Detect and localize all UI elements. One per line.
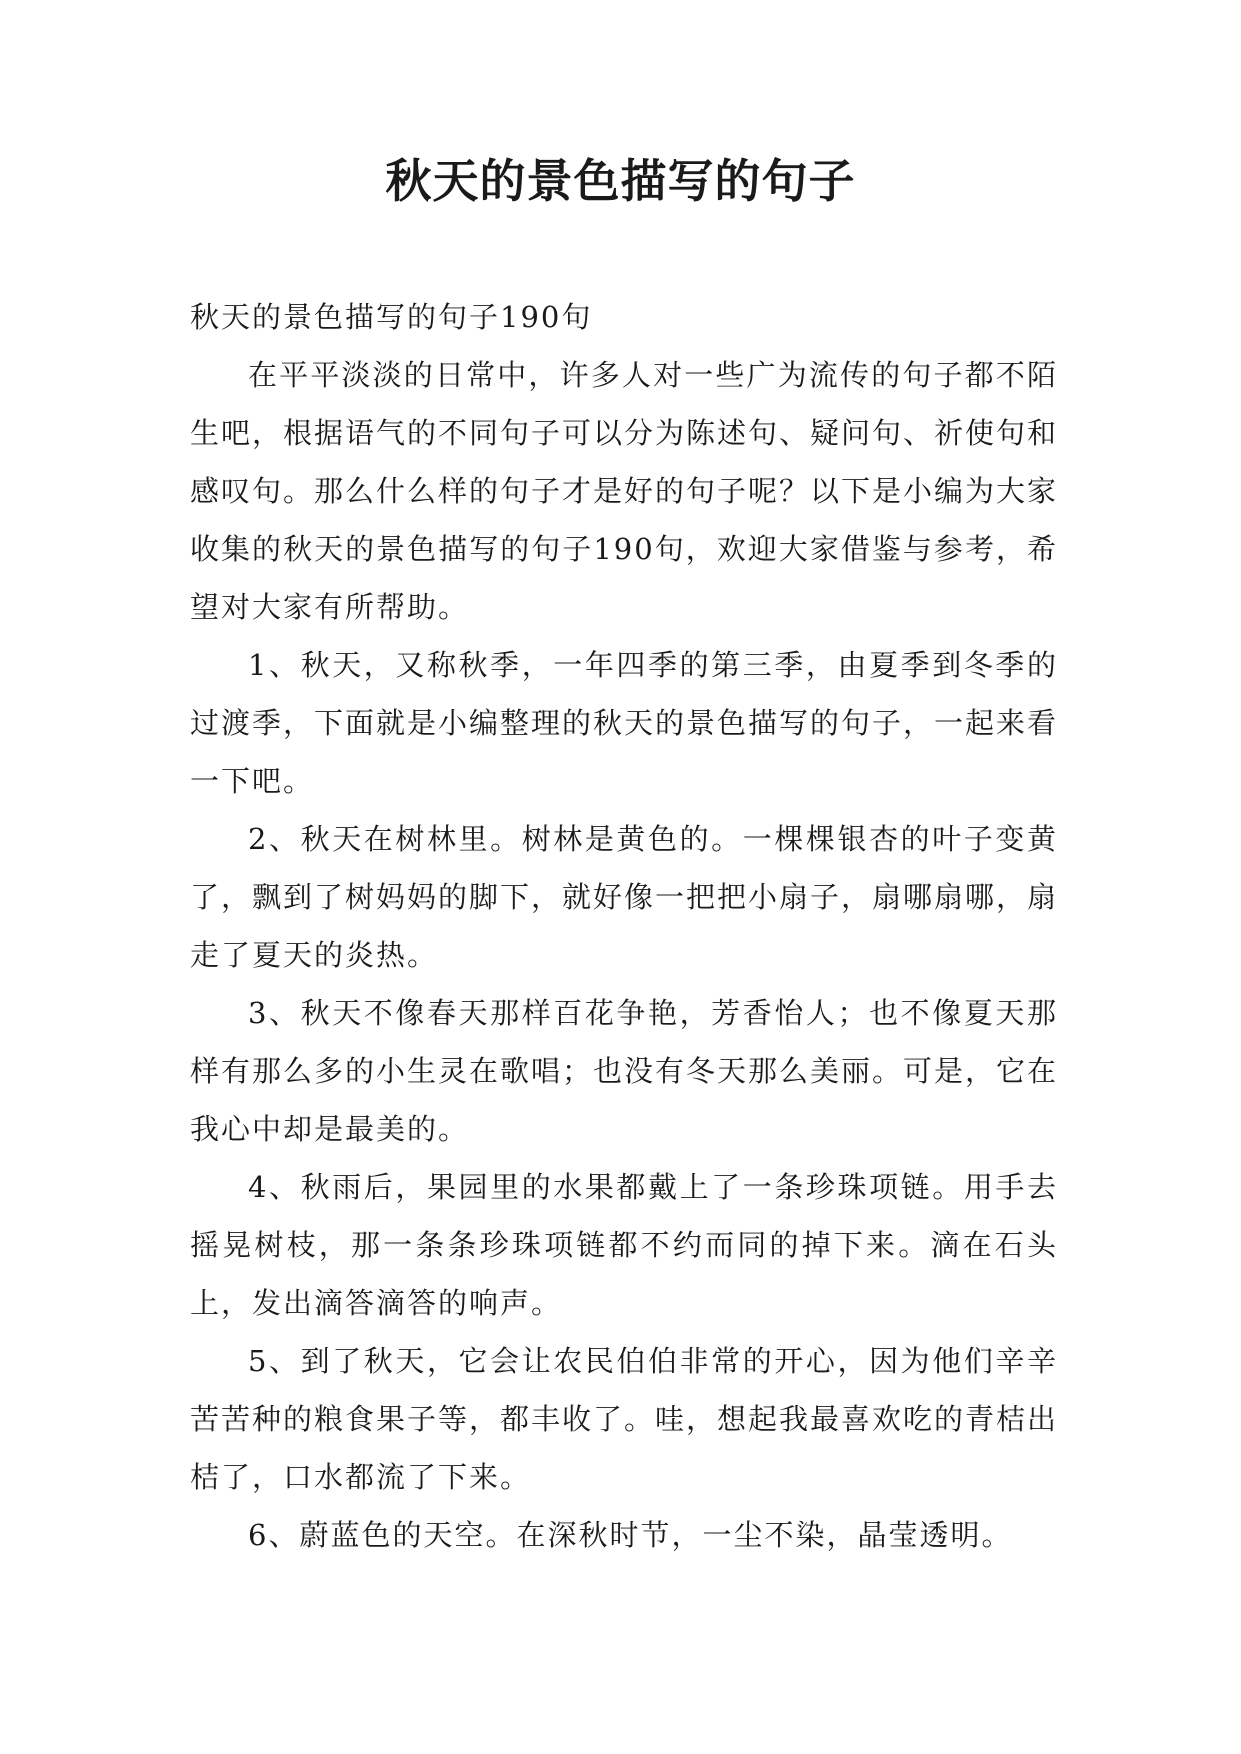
paragraph-6: 6、蔚蓝色的天空。在深秋时节，一尘不染，晶莹透明。 — [248, 1518, 1013, 1552]
paragraph-4: 4、秋雨后，果园里的水果都戴上了一条珍珠项链。用手去摇晃树枝，那一条条珍珠项链都不约而同的掉下来。滴在石头上，发出滴答滴答的响声。 — [190, 1170, 1058, 1320]
document-body — [190, 288, 1058, 1564]
paragraph-3: 3、秋天不像春天那样百花争艳，芳香怡人；也不像夏天那样有那么多的小生灵在歌唱；也没有冬天那么美丽。可是，它在我心中却是最美的。 — [190, 996, 1059, 1146]
paragraph-5: 5、到了秋天，它会让农民伯伯非常的开心，因为他们辛辛苦苦种的粮食果子等，都丰收了。哇，想起我最喜欢吃的青桔出桔了，口水都流了下来。 — [190, 1344, 1059, 1494]
document-title: 秋天的景色描写的句子 — [385, 154, 856, 208]
paragraph-2: 2、秋天在树林里。树林是黄色的。一棵棵银杏的叶子变黄了，飘到了树妈妈的脚下，就好像一把把小扇子，扇哪扇哪，扇走了夏天的炎热。 — [190, 822, 1059, 972]
paragraph-1: 1、秋天，又称秋季，一年四季的第三季，由夏季到冬季的过渡季，下面就是小编整理的秋天的景色描写的句子，一起来看一下吧。 — [190, 648, 1059, 798]
paragraph-intro: 在平平淡淡的日常中，许多人对一些广为流传的句子都不陌生吧，根据语气的不同句子可以分为陈述句、疑问句、祈使句和感叹句。那么什么样的句子才是好的句子呢？以下是小编为大家收集的秋天的景色描写的句子190句，欢迎大家借鉴与参考，希望对大家有所帮助。 — [190, 358, 1059, 624]
document-subtitle: 秋天的景色描写的句子190句 — [190, 300, 593, 334]
